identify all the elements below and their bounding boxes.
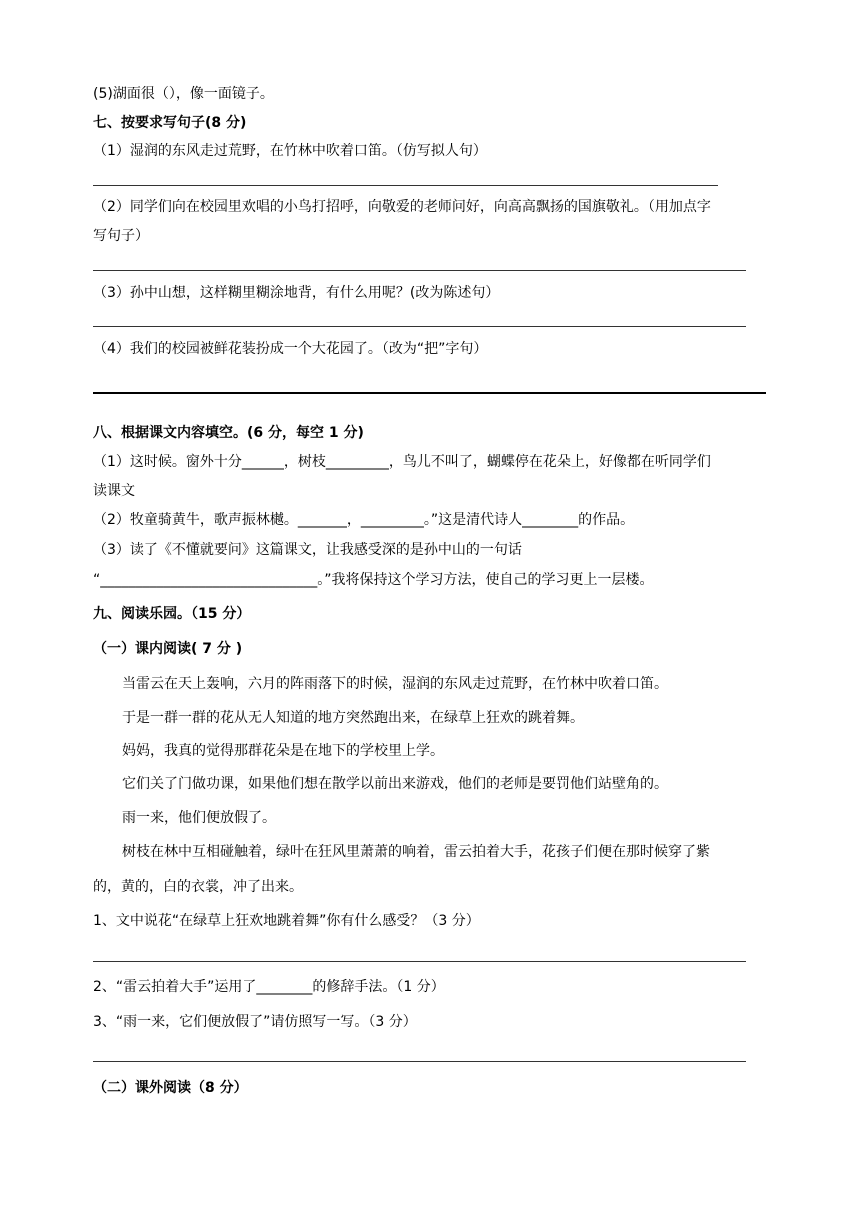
question-8-1-cont: 读课文 (93, 483, 135, 499)
section-9-part-2-title: （二）课外阅读（8 分） (93, 1080, 248, 1096)
question-8-3-cont: “_______________________________。”我将保持这个学习方法，使自己的学习更上一层楼。 (93, 572, 654, 588)
passage-paragraph-cont: 的，黄的，白的衣裳，冲了出来。 (93, 879, 303, 895)
section-9-title: 九、阅读乐园。（15 分） (93, 606, 251, 622)
question-8-2: （2）牧童骑黄牛，歌声振林樾。_______，_________。”这是清代诗人________的作品。 (93, 512, 635, 528)
passage-paragraph: 雨一来，他们便放假了。 (122, 810, 276, 826)
answer-line-7-3 (93, 326, 746, 327)
answer-line-7-4 (93, 392, 766, 394)
section-8-title: 八、根据课文内容填空。(6 分，每空 1 分) (93, 425, 364, 441)
passage-paragraph: 它们关了门做功课，如果他们想在散学以前出来游戏，他们的老师是要罚他们站壁角的。 (122, 776, 668, 792)
reading-question-3: 3、“雨一来，它们便放假了”请仿照写一写。（3 分） (93, 1014, 417, 1030)
answer-line-7-1 (93, 185, 718, 186)
answer-line-r3 (93, 1061, 746, 1062)
section-7-title: 七、按要求写句子(8 分) (93, 115, 247, 131)
passage-paragraph: 于是一群一群的花从无人知道的地方突然跑出来，在绿草上狂欢的跳着舞。 (122, 710, 584, 726)
passage-paragraph: 妈妈，我真的觉得那群花朵是在地下的学校里上学。 (122, 743, 444, 759)
passage-paragraph: 当雷云在天上轰响，六月的阵雨落下的时候，湿润的东风走过荒野，在竹林中吹着口笛。 (122, 676, 668, 692)
question-8-1: （1）这时候。窗外十分______，树枝_________，鸟儿不叫了，蝴蝶停在花朵上，好像都在听同学们 (93, 454, 711, 470)
reading-question-1: 1、文中说花“在绿草上狂欢地跳着舞”你有什么感受？（3 分） (93, 913, 480, 929)
passage-paragraph: 树枝在林中互相碰触着，绿叶在狂风里萧萧的响着，雷云拍着大手，花孩子们便在那时候穿了紫 (122, 844, 710, 860)
reading-question-2: 2、“雷云拍着大手”运用了________的修辞手法。（1 分） (93, 979, 445, 995)
answer-line-r1 (93, 961, 746, 962)
answer-line-7-2 (93, 270, 746, 271)
question-7-4: （4）我们的校园被鲜花装扮成一个大花园了。（改为“把”字句） (93, 341, 488, 357)
question-7-1: （1）湿润的东风走过荒野，在竹林中吹着口笛。（仿写拟人句） (93, 143, 487, 159)
section-9-part-1-title: （一）课内阅读( 7 分 ) (93, 641, 243, 657)
question-5-line: (5)湖面很（），像一面镜子。 (93, 86, 274, 102)
question-8-3: （3）读了《不懂就要问》这篇课文，让我感受深的是孙中山的一句话 (93, 542, 522, 558)
question-7-2: （2）同学们向在校园里欢唱的小鸟打招呼，向敬爱的老师问好，向高高飘扬的国旗敬礼。（用加点字 (93, 199, 711, 215)
question-7-2-cont: 写句子） (93, 228, 149, 244)
question-7-3: （3）孙中山想，这样糊里糊涂地背，有什么用呢？(改为陈述句） (93, 285, 500, 301)
